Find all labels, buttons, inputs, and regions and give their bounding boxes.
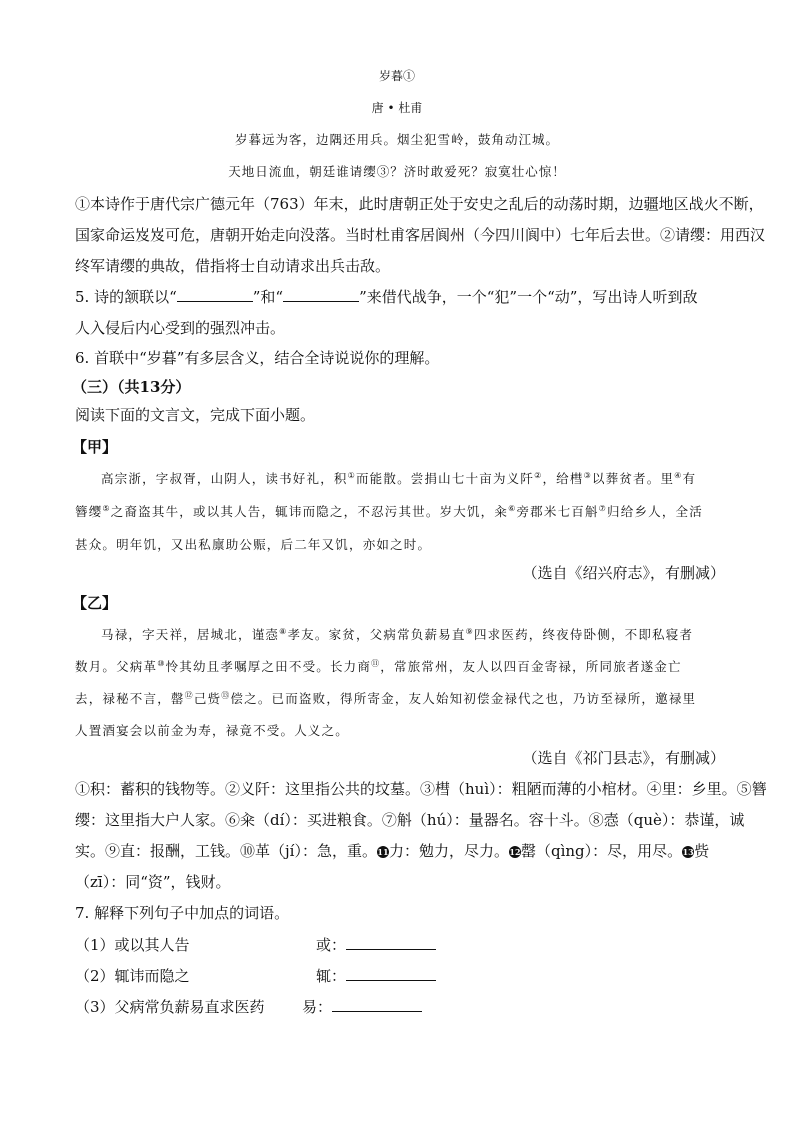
q7-item-sentence: （3）父病常负薪易直求医药 — [75, 998, 265, 1016]
yi-line-4: 人置酒宴会以前金为寿，禄竟不受。人义之。 — [75, 723, 350, 738]
jia-text: 旁郡米七百斛 — [516, 504, 599, 519]
yi-line-1 — [75, 625, 751, 645]
poem-note-line-1: ①本诗作于唐代宗广德元年（763）年末，此时唐朝正处于安史之乱后的动荡时期，边疆地区战火不断， — [75, 195, 764, 213]
yi-text: 马禄，字天祥，居城北，谨悫 — [101, 627, 280, 642]
poem-note-line-3: 终军请缨的典故，借指将士自动请求出兵击敌。 — [75, 257, 391, 275]
glossary-line-4: （zī）：同“资”，钱财。 — [75, 873, 231, 891]
q7-item-2 — [75, 966, 725, 986]
q7-answer-label: 或： — [316, 936, 347, 954]
q5-blank-1[interactable] — [177, 287, 253, 302]
note-number-13-badge: 13 — [682, 847, 694, 857]
q5-text-3: ”来借代战争，一个“犯”一个“动”，写出诗人听到敌 — [359, 288, 698, 306]
note-marker-11: ⑪ — [371, 658, 381, 668]
q7-answer-blank-2[interactable] — [346, 966, 436, 981]
note-marker-6: ⑥ — [508, 503, 517, 513]
yi-text: 去，禄秘不言，罄 — [75, 691, 185, 706]
note-marker-1: ① — [347, 470, 356, 480]
section-heading: （三）（共13分） — [72, 378, 191, 396]
question-5 — [75, 287, 725, 307]
yi-source: （选自《祁门县志》，有删减） — [522, 749, 725, 767]
jia-text: 以葬贫者。里 — [591, 471, 675, 486]
q5-blank-2[interactable] — [283, 287, 359, 302]
glossary-text: 力：勉力，尽力。 — [388, 842, 509, 860]
note-marker-5: ⑤ — [102, 503, 111, 513]
note-marker-13: ⑬ — [221, 690, 231, 700]
glossary-text: 罄（qìng）：尽，用尽。 — [520, 842, 683, 860]
question-7: 7. 解释下列句子中加点的词语。 — [75, 904, 290, 922]
glossary-text: 赀 — [694, 842, 710, 860]
note-marker-10: ⑩ — [157, 658, 166, 668]
poem-line-2: 天地日流血，朝廷谁请缨③？济时敢爱死？寂寞壮心惊！ — [228, 164, 566, 179]
q5-text-1: 5. 诗的颔联以“ — [75, 288, 177, 306]
jia-text: 归给乡人，全活 — [607, 504, 703, 519]
jia-text: ，给槥 — [542, 471, 584, 486]
yi-line-2 — [75, 657, 725, 677]
q7-answer-blank-1[interactable] — [346, 935, 436, 950]
q5-text-2: ”和“ — [252, 288, 284, 306]
jia-line-1 — [75, 469, 751, 489]
q7-answer-3 — [302, 997, 422, 1017]
jia-text: 有 — [682, 471, 697, 486]
yi-text: 怜其幼且孝嘱厚之田不受。长力商 — [165, 659, 372, 674]
reading-instruction: 阅读下面的文言文，完成下面小题。 — [75, 406, 316, 424]
yi-text: 己赀 — [193, 691, 222, 706]
q7-item-1 — [75, 935, 725, 955]
yi-text: ，常旅常州，友人以四百金寄禄，所同旅者遂金亡 — [380, 659, 682, 674]
jia-text: 之裔盗其牛，或以其人告，辄讳而隐之，不忍污其世。岁大饥，籴 — [110, 504, 509, 519]
yi-text: 数月。父病革 — [75, 659, 158, 674]
yi-text: 四求医药，终夜侍卧侧，不即私寝者 — [473, 627, 694, 642]
poem-title: 岁暮① — [378, 69, 415, 83]
yi-line-3 — [75, 689, 725, 709]
q7-answer-1 — [316, 935, 436, 955]
note-number-12-badge: 12 — [509, 847, 521, 857]
q7-answer-label: 易： — [302, 998, 333, 1016]
q7-item-sentence: （1）或以其人告 — [75, 936, 190, 954]
passage-jia-label: 【甲】 — [72, 438, 118, 456]
note-marker-3: ③ — [583, 470, 592, 480]
q7-item-sentence: （2）辄讳而隐之 — [75, 967, 190, 985]
jia-text: 簪缨 — [75, 504, 103, 519]
glossary-line-2: 缨：这里指大户人家。⑥籴（dí）：买进粮食。⑦斛（hú）：量器名。容十斗。⑧悫（què）：恭谨，诚 — [75, 811, 745, 829]
note-marker-12: ⑫ — [184, 690, 194, 700]
note-marker-8: ⑧ — [279, 626, 288, 636]
q7-answer-label: 辄： — [316, 967, 347, 985]
note-marker-2: ② — [534, 470, 543, 480]
poem-line-1: 岁暮远为客，边隅还用兵。烟尘犯雪岭，鼓角动江城。 — [234, 132, 559, 147]
q7-item-3 — [75, 997, 725, 1017]
note-number-11-badge: 11 — [377, 847, 389, 857]
jia-text: 高宗浙，字叔胥，山阴人，读书好礼，积 — [101, 471, 348, 486]
note-marker-7: ⑦ — [598, 503, 608, 513]
poem-author: 唐 • 杜甫 — [371, 101, 423, 115]
q7-answer-blank-3[interactable] — [332, 997, 422, 1012]
yi-text: 孝友。家贫，父病常负薪易直 — [287, 627, 466, 642]
yi-text: 偿之。已而盗败，得所寄金，友人始知初偿金禄代之也，乃访至禄所，邀禄里 — [230, 691, 697, 706]
note-marker-4: ④ — [674, 470, 683, 480]
note-marker-9: ⑨ — [465, 626, 474, 636]
poem-note-line-2: 国家命运岌岌可危，唐朝开始走向没落。当时杜甫客居阆州（今四川阆中）七年后去世。②请缨：用西汉 — [75, 226, 766, 244]
jia-line-3: 甚众。明年饥，又出私廪助公赈，后二年又饥，亦如之时。 — [75, 537, 432, 552]
q5-line-2: 人入侵后内心受到的强烈冲击。 — [75, 319, 286, 337]
jia-text: 而能散。尝捐山七十亩为义阡 — [355, 471, 535, 486]
glossary-line-1: ①积：蓄积的钱物等。②义阡：这里指公共的坟墓。③槥（huì）：粗陋而薄的小棺材。④里：乡里。⑤簪 — [75, 780, 767, 798]
question-6: 6. 首联中“岁暮”有多层含义，结合全诗说说你的理解。 — [75, 349, 440, 367]
passage-yi-label: 【乙】 — [72, 594, 118, 612]
glossary-text: 实。⑨直：报酬，工钱。⑩革（jí）：急，重。 — [75, 842, 377, 860]
jia-line-2 — [75, 502, 725, 522]
glossary-line-3 — [75, 841, 725, 861]
q7-answer-2 — [316, 966, 436, 986]
jia-source: （选自《绍兴府志》，有删减） — [522, 564, 725, 582]
